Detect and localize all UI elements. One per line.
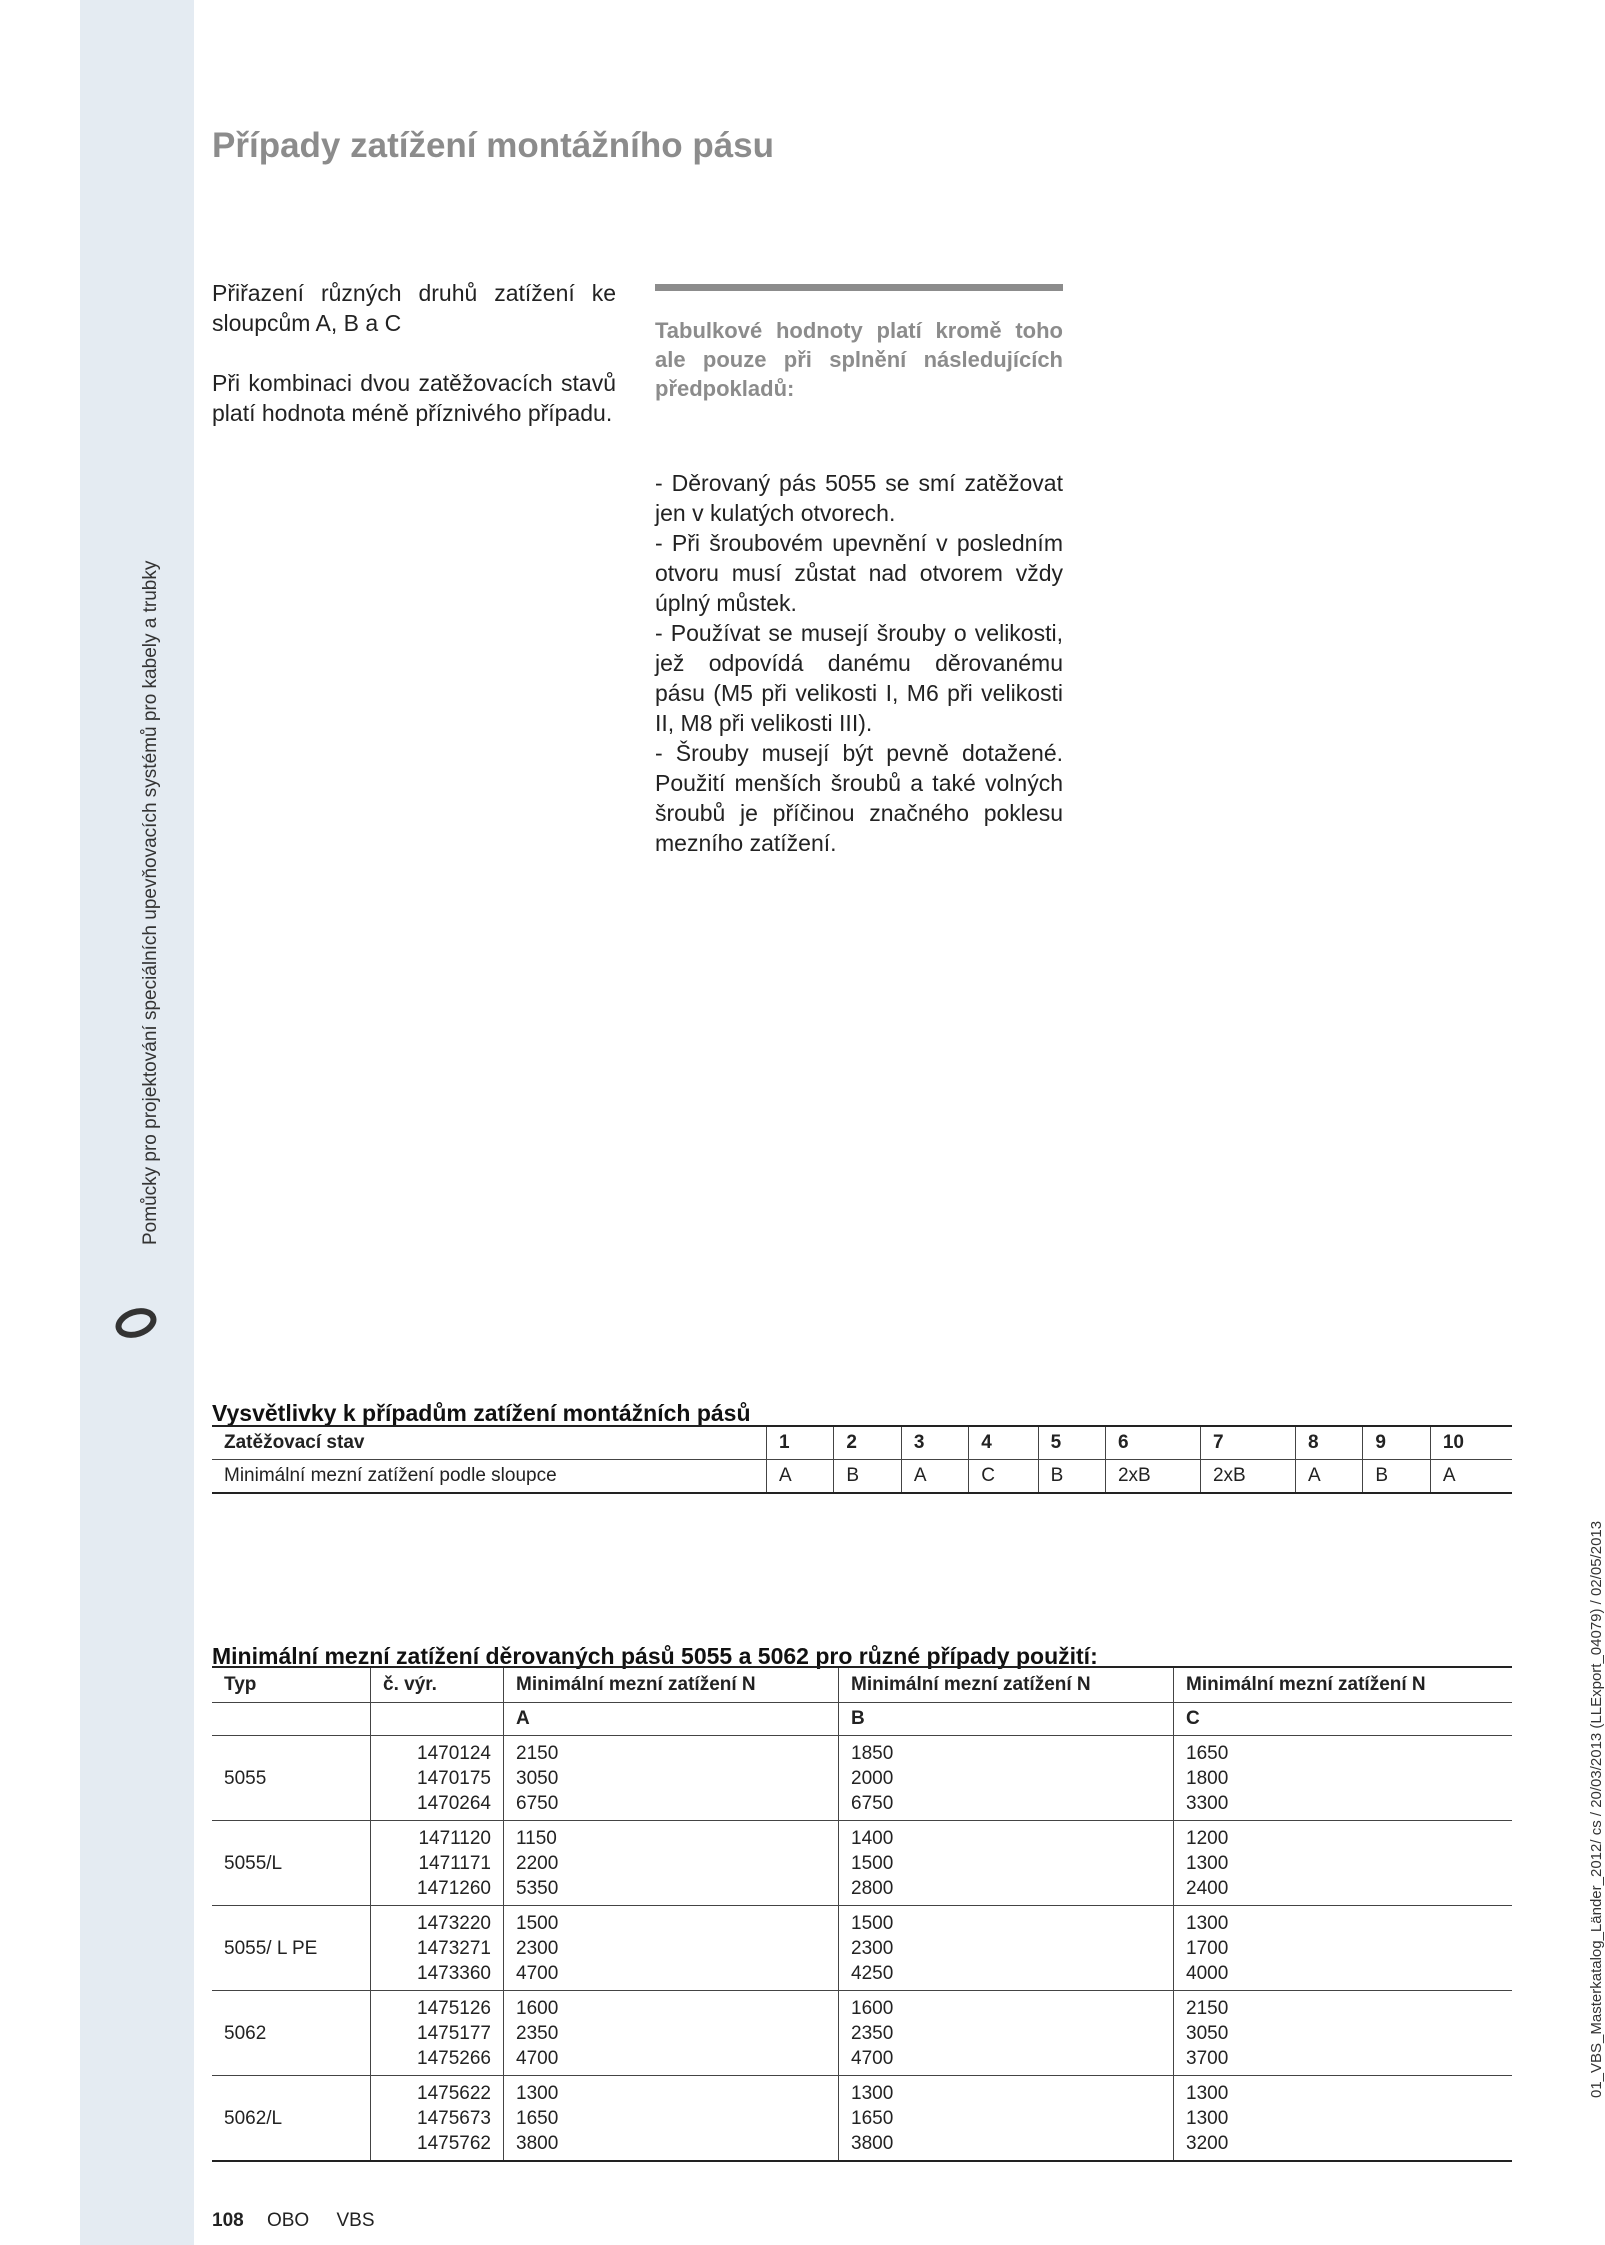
load-b-cell <box>839 2076 1174 2162</box>
load-value: 1800 <box>1186 1767 1229 1789</box>
header-cell: 10 <box>1430 1426 1512 1460</box>
header-cell: 7 <box>1200 1426 1295 1460</box>
load-b-cell <box>839 1991 1174 2076</box>
load-value: 1700 <box>1186 1937 1229 1959</box>
load-value: 1150 <box>516 1827 557 1849</box>
header-cell: Typ <box>212 1667 371 1703</box>
load-value: 2000 <box>851 1767 894 1789</box>
header-cell: Minimální mezní zatížení N <box>504 1667 839 1703</box>
load-value: 1200 <box>1186 1827 1229 1849</box>
header-cell: č. výr. <box>371 1667 504 1703</box>
load-value: 1500 <box>516 1912 559 1934</box>
value-cell: C <box>969 1460 1038 1494</box>
note-list <box>655 468 1063 858</box>
row-label-cell: Minimální mezní zatížení podle sloupce <box>212 1460 767 1494</box>
load-value: 3800 <box>851 2132 894 2154</box>
header-cell: 3 <box>901 1426 968 1460</box>
article-no-cell <box>371 1736 504 1821</box>
article-no: 1473360 <box>417 1962 491 1984</box>
header-cell: 8 <box>1295 1426 1362 1460</box>
article-no: 1475177 <box>417 2022 491 2044</box>
article-no: 1471260 <box>417 1877 491 1899</box>
table-subheader-row <box>212 1703 1512 1736</box>
header-cell: 5 <box>1038 1426 1105 1460</box>
load-b-cell <box>839 1821 1174 1906</box>
note-item: - Při šroubovém upevnění v posledním otvoru musí zůstat nad otvorem vždy úplný můstek. <box>655 530 1063 616</box>
load-c-cell <box>1174 1821 1513 1906</box>
article-no: 1471120 <box>418 1827 491 1849</box>
load-value: 2350 <box>516 2022 559 2044</box>
article-no: 1475266 <box>417 2047 491 2069</box>
header-cell: 2 <box>834 1426 901 1460</box>
load-a-cell <box>504 1991 839 2076</box>
page-title: Případy zatížení montážního pásu <box>212 126 775 165</box>
load-value: 1300 <box>1186 1912 1229 1934</box>
load-value: 1500 <box>851 1912 894 1934</box>
subheader-cell: C <box>1174 1703 1513 1736</box>
load-value: 1300 <box>1186 1852 1229 1874</box>
sidebar-band <box>80 0 194 2245</box>
table-row <box>212 2076 1512 2162</box>
load-value: 3050 <box>1186 2022 1229 2044</box>
load-value: 1850 <box>851 1742 894 1764</box>
min-load-table-title: Minimální mezní zatížení děrovaných pásů 5055 a 5062 pro různé případy použití: <box>212 1643 1098 1669</box>
load-value: 1600 <box>851 1997 894 2019</box>
table-row <box>212 1736 1512 1821</box>
load-a-cell <box>504 1736 839 1821</box>
subheader-cell: B <box>839 1703 1174 1736</box>
article-no: 1475762 <box>417 2132 491 2154</box>
subheader-cell <box>212 1703 371 1736</box>
value-cell: B <box>1038 1460 1105 1494</box>
article-no: 1475126 <box>417 1997 491 2019</box>
article-no: 1470124 <box>417 1742 491 1764</box>
load-c-cell <box>1174 1906 1513 1991</box>
value-cell: A <box>1430 1460 1512 1494</box>
note-item: - Děrovaný pás 5055 se smí zatěžovat jen v kulatých otvorech. <box>655 470 1063 526</box>
type-cell: 5055 <box>212 1736 371 1821</box>
note-item: - Šrouby musejí být pevně dotažené. Použití menších šroubů a také volných šroubů je příčinou značného poklesu mezního zatížení. <box>655 740 1063 856</box>
table-row <box>212 1906 1512 1991</box>
load-value: 1500 <box>851 1852 894 1874</box>
load-value: 2200 <box>516 1852 559 1874</box>
load-value: 3700 <box>1186 2047 1229 2069</box>
article-no: 1473271 <box>417 1937 491 1959</box>
load-value: 1400 <box>851 1827 894 1849</box>
article-no: 1475673 <box>417 2107 491 2129</box>
load-value: 1650 <box>516 2107 559 2129</box>
load-value: 4250 <box>851 1962 894 1984</box>
load-value: 6750 <box>516 1792 559 1814</box>
load-b-cell <box>839 1736 1174 1821</box>
page-footer <box>212 2210 375 2232</box>
sidebar-vertical-text: Pomůcky pro projektování speciálních upevňovacích systémů pro kabely a trubky <box>140 560 161 1245</box>
article-no-cell <box>371 2076 504 2162</box>
load-value: 1300 <box>516 2082 559 2104</box>
intro-paragraph-1: Přiřazení různých druhů zatížení ke sloupcům A, B a C <box>212 280 616 336</box>
load-b-cell <box>839 1906 1174 1991</box>
load-c-cell <box>1174 1991 1513 2076</box>
header-cell: Minimální mezní zatížení N <box>1174 1667 1513 1703</box>
note-item: - Používat se musejí šrouby o velikosti, jež odpovídá danému děrovanému pásu (M5 při velikosti I, M6 při velikosti II, M8 při velikosti III). <box>655 620 1063 736</box>
header-cell: Zatěžovací stav <box>212 1426 767 1460</box>
load-c-cell <box>1174 1736 1513 1821</box>
load-value: 2150 <box>1186 1997 1229 2019</box>
type-cell: 5055/L <box>212 1821 371 1906</box>
intro-paragraph-2: Při kombinaci dvou zatěžovacích stavů platí hodnota méně příznivého případu. <box>212 370 616 426</box>
value-cell: B <box>834 1460 901 1494</box>
header-cell: Minimální mezní zatížení N <box>839 1667 1174 1703</box>
article-no-cell <box>371 1906 504 1991</box>
load-value: 1300 <box>1186 2082 1229 2104</box>
value-cell: 2xB <box>1105 1460 1200 1494</box>
article-no-cell <box>371 1991 504 2076</box>
load-value: 2800 <box>851 1877 894 1899</box>
load-value: 2350 <box>851 2022 894 2044</box>
subheader-cell <box>371 1703 504 1736</box>
note-heading: Tabulkové hodnoty platí kromě toho ale pouze při splnění následujících předpokladů: <box>655 318 1063 401</box>
load-case-table <box>212 1425 1512 1494</box>
article-no: 1470175 <box>417 1767 491 1789</box>
table-header-row <box>212 1667 1512 1703</box>
load-value: 4700 <box>516 2047 559 2069</box>
table-row <box>212 1460 1512 1494</box>
load-value: 3200 <box>1186 2132 1229 2154</box>
value-cell: B <box>1363 1460 1430 1494</box>
load-value: 3800 <box>516 2132 559 2154</box>
article-no-cell <box>371 1821 504 1906</box>
load-value: 2150 <box>516 1742 559 1764</box>
load-value: 5350 <box>516 1877 559 1899</box>
load-value: 2400 <box>1186 1877 1229 1899</box>
page-number: 108 <box>212 2210 244 2231</box>
note-divider <box>655 284 1063 291</box>
header-cell: 1 <box>767 1426 834 1460</box>
load-case-legend-title: Vysvětlivky k případům zatížení montážních pásů <box>212 1400 751 1426</box>
load-value: 1650 <box>1186 1742 1229 1764</box>
article-no: 1475622 <box>417 2082 491 2104</box>
article-no: 1470264 <box>417 1792 491 1814</box>
footer-brand: OBO <box>266 2210 310 2231</box>
footer-section: VBS <box>336 2210 375 2231</box>
header-cell: 4 <box>969 1426 1038 1460</box>
load-value: 1650 <box>851 2107 894 2129</box>
right-margin-export-info: 01_VBS_Masterkatalog_Länder_2012/ cs / 20/03/2013 (LLExport_04079) / 02/05/2013 <box>1588 1520 1605 2098</box>
min-load-table <box>212 1666 1512 2162</box>
load-value: 6750 <box>851 1792 894 1814</box>
table-row <box>212 1821 1512 1906</box>
load-value: 4700 <box>851 2047 894 2069</box>
header-cell: 9 <box>1363 1426 1430 1460</box>
value-cell: A <box>1295 1460 1362 1494</box>
article-no: 1473220 <box>417 1912 491 1934</box>
article-no: 1471171 <box>418 1852 491 1874</box>
load-a-cell <box>504 2076 839 2162</box>
load-value: 1300 <box>1186 2107 1229 2129</box>
load-value: 4000 <box>1186 1962 1229 1984</box>
table-row <box>212 1991 1512 2076</box>
value-cell: A <box>901 1460 968 1494</box>
load-value: 1600 <box>516 1997 559 2019</box>
value-cell: 2xB <box>1200 1460 1295 1494</box>
subheader-cell: A <box>504 1703 839 1736</box>
type-cell: 5062/L <box>212 2076 371 2162</box>
type-cell: 5062 <box>212 1991 371 2076</box>
header-cell: 6 <box>1105 1426 1200 1460</box>
load-value: 4700 <box>516 1962 559 1984</box>
value-cell: A <box>767 1460 834 1494</box>
load-a-cell <box>504 1821 839 1906</box>
table-header-row <box>212 1426 1512 1460</box>
intro-column <box>212 278 616 458</box>
load-c-cell <box>1174 2076 1513 2162</box>
obo-logo-icon <box>115 1308 157 1338</box>
load-value: 2300 <box>851 1937 894 1959</box>
load-value: 3300 <box>1186 1792 1229 1814</box>
load-value: 1300 <box>851 2082 894 2104</box>
type-cell: 5055/ L PE <box>212 1906 371 1991</box>
load-value: 2300 <box>516 1937 559 1959</box>
load-value: 3050 <box>516 1767 559 1789</box>
load-a-cell <box>504 1906 839 1991</box>
